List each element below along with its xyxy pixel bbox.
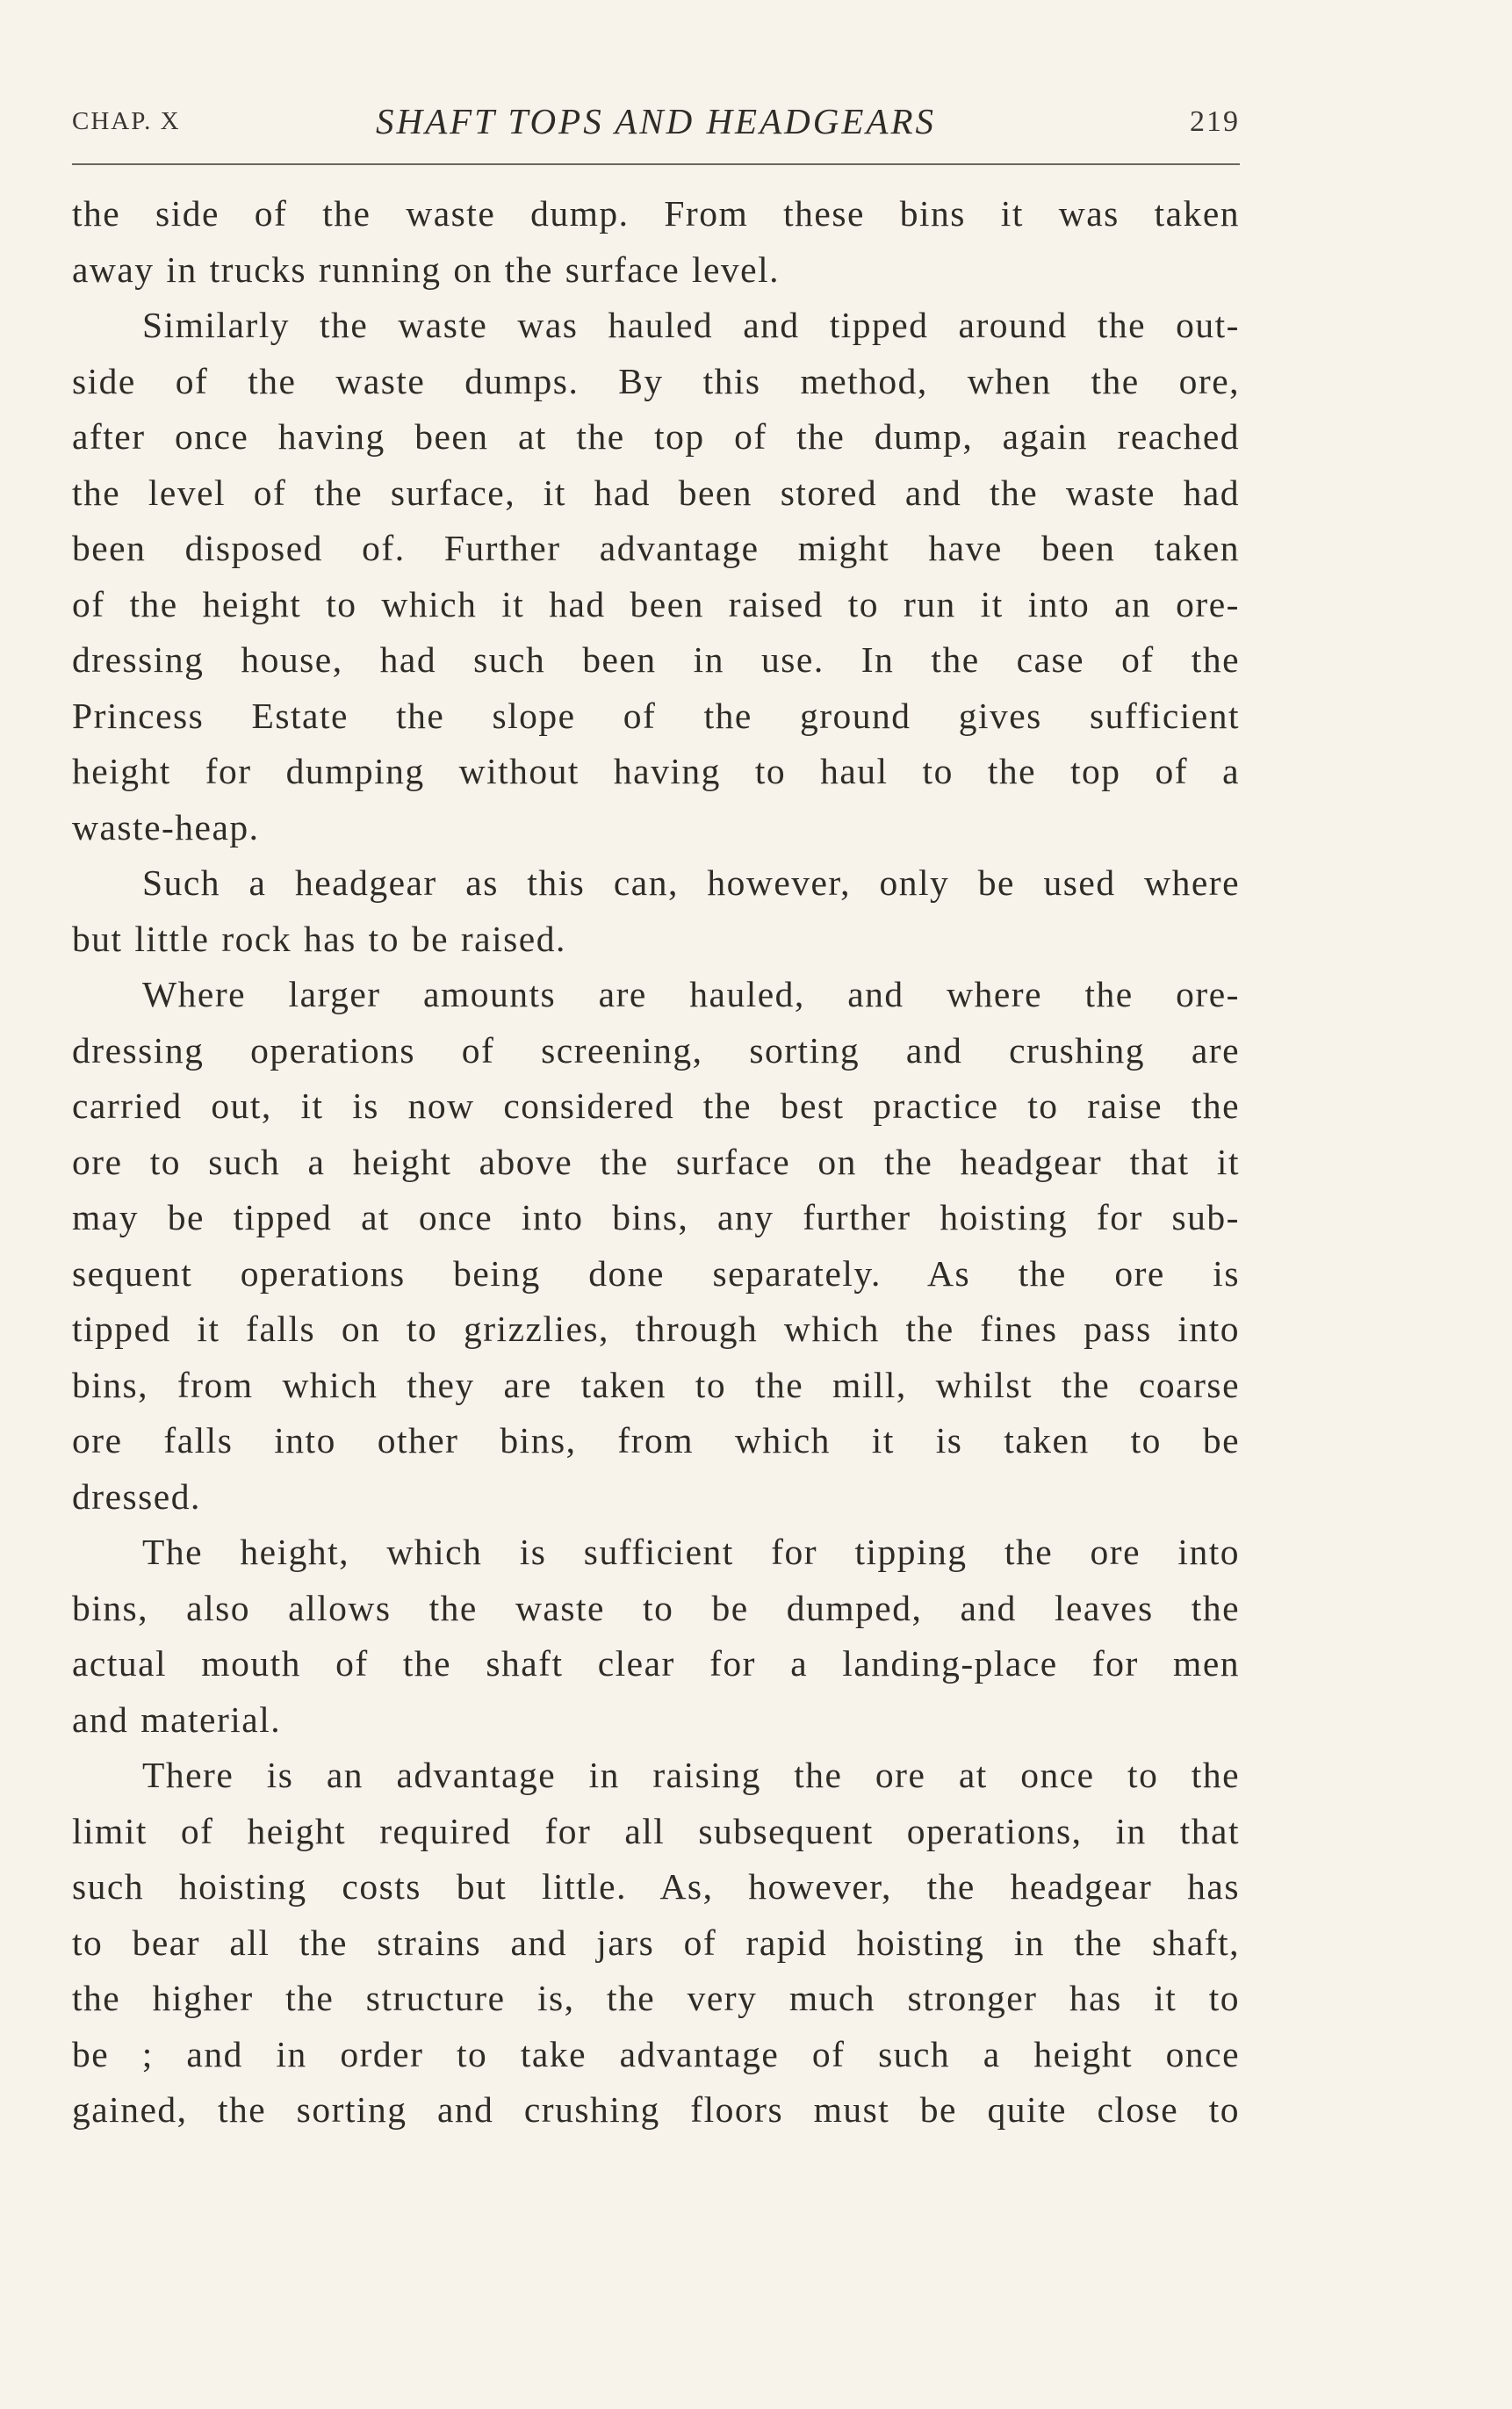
text-line: of the height to which it had been raised to run it into an ore- <box>72 583 1240 624</box>
text-line: Princess Estate the slope of the ground gives sufficient <box>72 695 1240 736</box>
text-line: gained, the sorting and crushing floors must be quite close to <box>72 2089 1240 2130</box>
text-line: be ; and in order to take advantage of such a height once <box>72 2033 1240 2074</box>
text-line: away in trucks running on the surface level. <box>72 249 781 290</box>
text-line: height for dumping without having to haul to the top of a <box>72 751 1240 791</box>
text-line: There is an advantage in raising the ore at once to the <box>142 1755 1240 1795</box>
text-line: sequent operations being done separately. As the ore is <box>72 1252 1240 1294</box>
running-head <box>72 95 1240 151</box>
text-line: Such a headgear as this can, however, only be used where <box>142 862 1240 903</box>
text-line: may be tipped at once into bins, any further hoisting for sub- <box>72 1197 1240 1237</box>
text-line: Where larger amounts are hauled, and where the ore- <box>142 974 1240 1014</box>
text-line: the side of the waste dump. From these bins it was taken <box>72 193 1240 234</box>
page-number: 219 <box>1190 105 1240 138</box>
text-line: carried out, it is now considered the best practice to raise the <box>72 1085 1240 1126</box>
chapter-label: CHAP. X <box>72 107 181 135</box>
running-title: SHAFT TOPS AND HEADGEARS <box>375 101 937 141</box>
text-line: dressing house, had such been in use. In the case of the <box>72 639 1240 680</box>
text-line: to bear all the strains and jars of rapid hoisting in the shaft, <box>72 1922 1240 1963</box>
text-line: but little rock has to be raised. <box>72 918 566 959</box>
text-line: the higher the structure is, the very much stronger has it to <box>72 1978 1240 2018</box>
text-line: side of the waste dumps. By this method, when the ore, <box>72 360 1240 401</box>
text-line: bins, also allows the waste to be dumped, and leaves the <box>72 1587 1240 1628</box>
text-line: dressed. <box>72 1475 201 1517</box>
text-line: such hoisting costs but little. As, however, the headgear has <box>72 1866 1240 1907</box>
text-line: been disposed of. Further advantage might have been taken <box>72 528 1240 568</box>
text-line: bins, from which they are taken to the mill, whilst the coarse <box>72 1364 1240 1405</box>
text-line: ore falls into other bins, from which it is taken to be <box>72 1420 1240 1461</box>
text-line: after once having been at the top of the dump, again reached <box>72 416 1240 457</box>
text-line: dressing operations of screening, sorting and crushing are <box>72 1029 1240 1071</box>
text-line: waste-heap. <box>72 806 260 847</box>
text-line: the level of the surface, it had been stored and the waste had <box>72 472 1240 513</box>
body-text <box>72 186 1240 2139</box>
text-line: The height, which is sufficient for tipping the ore into <box>142 1532 1240 1572</box>
header-rule <box>72 163 1240 165</box>
text-line: tipped it falls on to grizzlies, through which the fines pass into <box>72 1309 1240 1349</box>
text-line: actual mouth of the shaft clear for a landing-place for men <box>72 1643 1240 1684</box>
text-line: limit of height required for all subsequent operations, in that <box>72 1810 1240 1851</box>
text-line: Similarly the waste was hauled and tipped around the out- <box>142 305 1240 345</box>
text-line: ore to such a height above the surface on the headgear that it <box>72 1141 1240 1182</box>
text-line: and material. <box>72 1699 282 1740</box>
